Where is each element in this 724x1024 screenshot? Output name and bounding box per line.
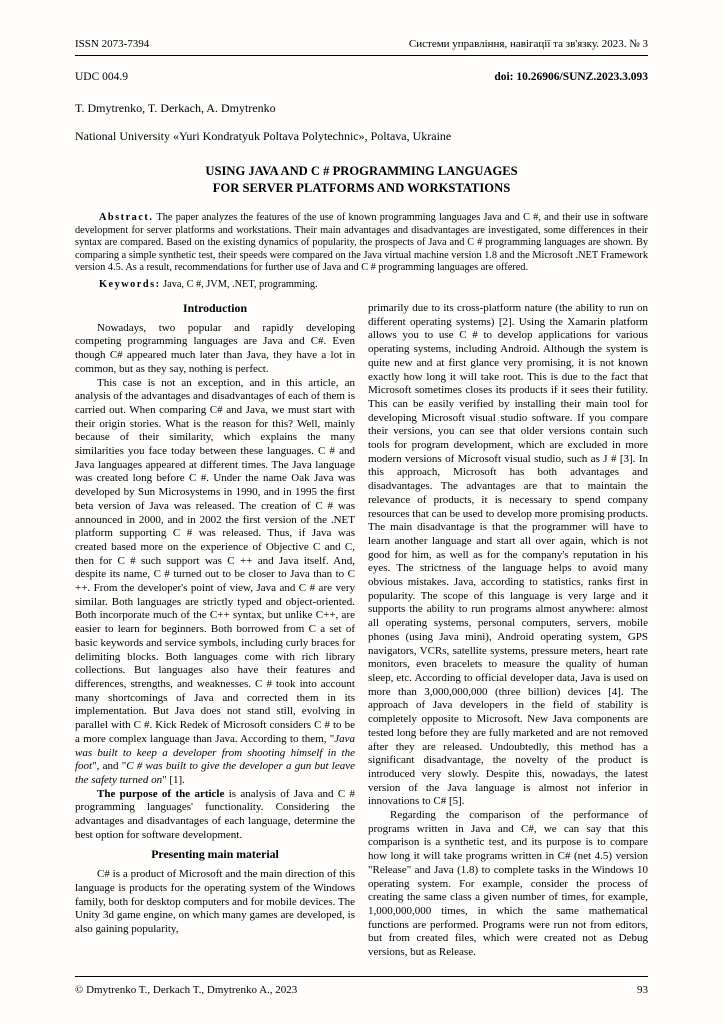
left-column (75, 302, 355, 960)
two-column-body (75, 302, 648, 960)
issn-label: ISSN 2073-7394 (75, 38, 150, 50)
udc-doi-row (75, 71, 648, 83)
paper-title-line2: FOR SERVER PLATFORMS AND WORKSTATIONS (212, 181, 511, 195)
keywords-line: Keywords: Java, C #, JVM, .NET, programming. (99, 278, 318, 290)
page-footer (75, 976, 648, 996)
copyright-line: © Dmytrenko T., Derkach T., Dmytrenko A., 2023 (75, 984, 298, 996)
journal-reference: Системи управління, навігації та зв'язку. 2023. № 3 (408, 38, 648, 50)
doi-label: doi: 10.26906/SUNZ.2023.3.093 (494, 71, 648, 83)
header-rule (75, 55, 648, 56)
paper-title (75, 163, 648, 197)
main-paragraph-performance: Regarding the comparison of the performance of programs written in Java and C#, we can say that this comparison is a synthetic test, and its purpose is to compare how long it will take programs written in C# (net 4.5) version "Release" and Java (1.8) to complete tasks in the Windows 10 operating system. For example, consider the process of creating the same class a given number of times, for example, 1,000,000,000 times, in which the same mathematical functions are performed. Programs were run not from editors, but from created files, which were created not as Debug versions, but as Release. (368, 809, 648, 959)
journal-header (75, 38, 648, 50)
udc-label: UDC 004.9 (75, 71, 129, 83)
main-paragraph-1: C# is a product of Microsoft and the main direction of this language is products for the operating system of the Windows family, both for desktop computers and for mobile devices. The Unity 3d game engine, on which many games are developed, is also gaining popularity, (75, 868, 355, 935)
paper-title-line1: USING JAVA AND C # PROGRAMMING LANGUAGES (205, 164, 518, 178)
main-paragraph-continuation: primarily due to its cross-platform nature (the ability to run on different operating systems) [2]. Using the Xamarin platform allows you to use C # to develop applications for various operating systems, including Android. Although the system is quite new and at first glance very promising, it is not known exactly how long it will take root. This is due to the fact that Microsoft sometimes closes its products if it sees their futility. This can be easily verified by installing their main tool for developing Microsoft visual studio software. If you compare their versions, you can see that older versions contain such tools for program development, which are excluded in more modern versions of Microsoft visual studio, such as J # [3]. In this approach, Microsoft has both advantages and disadvantages. The advantages are that to maintain the relevance of products, it is necessary to spend company resources that can be used to develop more promising products. The main disadvantage is that the programmer will have to learn another language and start all over again, which is not good for him, as well as for the company's reputation in his eyes. The strictness of the language helps to avoid many obvious mistakes. Java, according to statistics, ranks first in popularity. The scope of this language is very large and it supports the ability to run programs almost anywhere: almost all operating systems, personal computers, servers, mobile phones (using Java mini), Android operating system, GPS navigators, VCRs, satellite systems, pressure meters, heart rate monitors, even bracelets to measure the quality of human sleep, etc. According to official developer data, Java is used on more than 3,000,000,000 (three billion) devices [4]. The approach of Java developers in the field of stability is completely opposite to Microsoft. New Java components are tested long before they are fully marketed and are not removed after they are released. Undoubtedly, this method has a significant disadvantage, the novelty of the product is introduced very slowly. Despite this, nowadays, the latest version of the Java language is almost not inferior in innovations to C# [5]. (368, 302, 648, 808)
abstract-paragraph: Abstract. The paper analyzes the features of the use of known programming languages Java and C #, and their use in software development for server platforms and workstations. Their main advantages and disadvantages are investigated, some differences in their syntax are compared. Based on the existing dynamics of popularity, the prospects of Java and C # programming languages are shown. By comparing a simple synthetic test, their speeds were compared on the Java virtual machine version 1.8 and the Microsoft .NET Framework version 4.5. As a result, recommendations for further use of Java and C # programming languages are offered. (75, 212, 648, 273)
intro-paragraph-1: Nowadays, two popular and rapidly developing competing programming languages are Java and C#. Even though C# appeared much later than Java, they have a lot in common, but as they say, nothing is perfect. (75, 321, 355, 375)
right-column (368, 302, 648, 960)
section-heading-main-material: Presenting main material (151, 847, 279, 862)
authors-line: T. Dmytrenko, T. Derkach, A. Dmytrenko (75, 101, 276, 115)
page-number: 93 (637, 984, 648, 996)
intro-paragraph-2: This case is not an exception, and in this article, an analysis of the advantages and disadvantages of each of them is carried out. When comparing C# and Java, we must start with their origin stories. What is the reason for this? Well, mainly because of their similarity, which explains the many similarities you face today between these languages. C # and Java languages appeared at different times. The Java language was created long before C #. Under the name Oak Java was developed by Sun Microsystems in 1990, and in 1995 the first beta version of Java was released. The creation of C # was announced in 2000, and in 2002 the first version of the .NET platform supporting C # was released. Thus, if Java was created based more on the experience of Objective C and C, then for C # such support was C ++ and Java itself. And, despite its name, C # turned out to be closer to Java than to C ++. From the developer's point of view, Java and C # are very similar. Both languages are strictly typed and object-oriented. Both incorporate much of the C++ syntax, but unlike C++, are easier to learn for beginners. Both borrowed from C a set of basic keywords and service symbols, including curly braces for delimiting blocks. Both languages come with rich library collections. But languages also have their features and differences, strengths, and weaknesses. C # took into account many shortcomings of Java and corrected them in its implementation. But Java does not stand still, evolving in parallel with C #. Kick Redek of Microsoft considers C # to be a more complex language than Java. According to them, "Java was built to keep a developer from shooting himself in the foot", and "C # was built to give the developer a gun but leave the safety turned on" [1]. (75, 376, 355, 786)
intro-paragraph-purpose: The purpose of the article is analysis of Java and C # programming languages' functionality. Considering the advantages and disadvantages of each language, determine the best option for software development. (75, 787, 356, 841)
affiliation-line: National University «Yuri Kondratyuk Poltava Polytechnic», Poltava, Ukraine (75, 129, 452, 143)
section-heading-introduction: Introduction (182, 301, 248, 315)
